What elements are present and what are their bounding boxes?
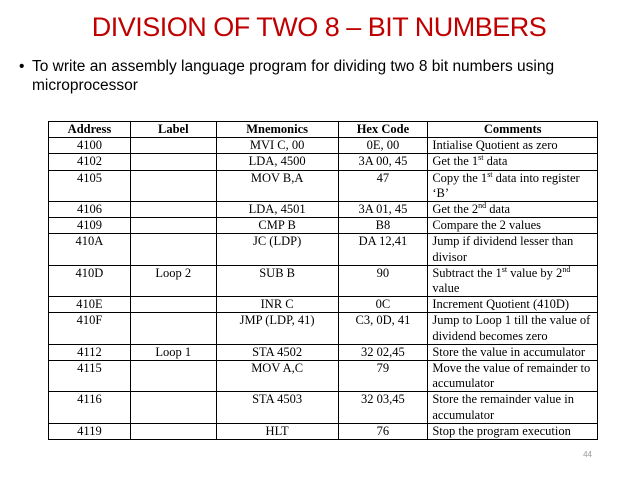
program-table: [48, 121, 598, 440]
table-row: [49, 218, 598, 234]
hex-code-cell: 32 02,45: [338, 344, 428, 360]
comment-cell: Move the value of remainder to accumulator: [428, 361, 598, 392]
comment-cell: Intialise Quotient as zero: [428, 138, 598, 154]
table-row: [49, 297, 598, 313]
comment-cell: Increment Quotient (410D): [428, 297, 598, 313]
hex-code-cell: DA 12,41: [338, 234, 428, 265]
bullet-point: [19, 57, 612, 95]
table-row: [49, 154, 598, 170]
comment-cell: Stop the program execution: [428, 423, 598, 439]
table-row: [49, 202, 598, 218]
table-body: [49, 138, 598, 440]
comment-cell: Compare the 2 values: [428, 218, 598, 234]
slide-title: DIVISION OF TWO 8 – BIT NUMBERS: [91, 12, 547, 42]
address-cell: 410A: [49, 234, 131, 265]
label-cell: [130, 297, 216, 313]
page-number: 44: [583, 450, 592, 459]
hex-code-cell: B8: [338, 218, 428, 234]
bullet-text: To write an assembly language program for dividing two 8 bit numbers using microprocessor: [32, 58, 555, 94]
label-cell: [130, 313, 216, 344]
table-row: [49, 361, 598, 392]
hex-code-cell: 0E, 00: [338, 138, 428, 154]
label-cell: [130, 361, 216, 392]
header-hex-code: Hex Code: [338, 122, 428, 138]
mnemonic-cell: MOV A,C: [216, 361, 338, 392]
table-row: [49, 392, 598, 423]
hex-code-cell: C3, 0D, 41: [338, 313, 428, 344]
hex-code-cell: 47: [338, 170, 428, 201]
table-row: [49, 265, 598, 296]
comment-cell: Get the 2nd data: [428, 202, 598, 218]
address-cell: 4115: [49, 361, 131, 392]
comment-cell: Store the remainder value in accumulator: [428, 392, 598, 423]
hex-code-cell: 0C: [338, 297, 428, 313]
label-cell: [130, 423, 216, 439]
table-row: [49, 313, 598, 344]
address-cell: 410D: [49, 265, 131, 296]
mnemonic-cell: SUB B: [216, 265, 338, 296]
header-label: Label: [130, 122, 216, 138]
hex-code-cell: 3A 01, 45: [338, 202, 428, 218]
hex-code-cell: 76: [338, 423, 428, 439]
address-cell: 4116: [49, 392, 131, 423]
mnemonic-cell: INR C: [216, 297, 338, 313]
comment-cell: Jump to Loop 1 till the value of dividend becomes zero: [428, 313, 598, 344]
table-row: [49, 423, 598, 439]
mnemonic-cell: MVI C, 00: [216, 138, 338, 154]
mnemonic-cell: CMP B: [216, 218, 338, 234]
address-cell: 4100: [49, 138, 131, 154]
comment-cell: Subtract the 1st value by 2nd value: [428, 265, 598, 296]
comment-cell: Copy the 1st data into register ‘B’: [428, 170, 598, 201]
mnemonic-cell: STA 4502: [216, 344, 338, 360]
bullet-icon: •: [19, 58, 25, 75]
label-cell: [130, 234, 216, 265]
address-cell: 4119: [49, 423, 131, 439]
comment-cell: Store the value in accumulator: [428, 344, 598, 360]
table-row: [49, 344, 598, 360]
mnemonic-cell: LDA, 4501: [216, 202, 338, 218]
header-mnemonics: Mnemonics: [216, 122, 338, 138]
hex-code-cell: 79: [338, 361, 428, 392]
mnemonic-cell: STA 4503: [216, 392, 338, 423]
label-cell: [130, 392, 216, 423]
table-header-row: [49, 122, 598, 138]
label-cell: [130, 170, 216, 201]
table-row: [49, 170, 598, 201]
address-cell: 4102: [49, 154, 131, 170]
table-row: [49, 138, 598, 154]
mnemonic-cell: JMP (LDP, 41): [216, 313, 338, 344]
hex-code-cell: 32 03,45: [338, 392, 428, 423]
address-cell: 4112: [49, 344, 131, 360]
label-cell: Loop 1: [130, 344, 216, 360]
label-cell: [130, 138, 216, 154]
comment-cell: Get the 1st data: [428, 154, 598, 170]
address-cell: 4105: [49, 170, 131, 201]
hex-code-cell: 90: [338, 265, 428, 296]
label-cell: Loop 2: [130, 265, 216, 296]
label-cell: [130, 154, 216, 170]
mnemonic-cell: MOV B,A: [216, 170, 338, 201]
hex-code-cell: 3A 00, 45: [338, 154, 428, 170]
label-cell: [130, 202, 216, 218]
label-cell: [130, 218, 216, 234]
comment-cell: Jump if dividend lesser than divisor: [428, 234, 598, 265]
address-cell: 4106: [49, 202, 131, 218]
address-cell: 410F: [49, 313, 131, 344]
table-row: [49, 234, 598, 265]
address-cell: 410E: [49, 297, 131, 313]
mnemonic-cell: HLT: [216, 423, 338, 439]
header-address: Address: [49, 122, 131, 138]
mnemonic-cell: JC (LDP): [216, 234, 338, 265]
mnemonic-cell: LDA, 4500: [216, 154, 338, 170]
header-comments: Comments: [428, 122, 598, 138]
address-cell: 4109: [49, 218, 131, 234]
